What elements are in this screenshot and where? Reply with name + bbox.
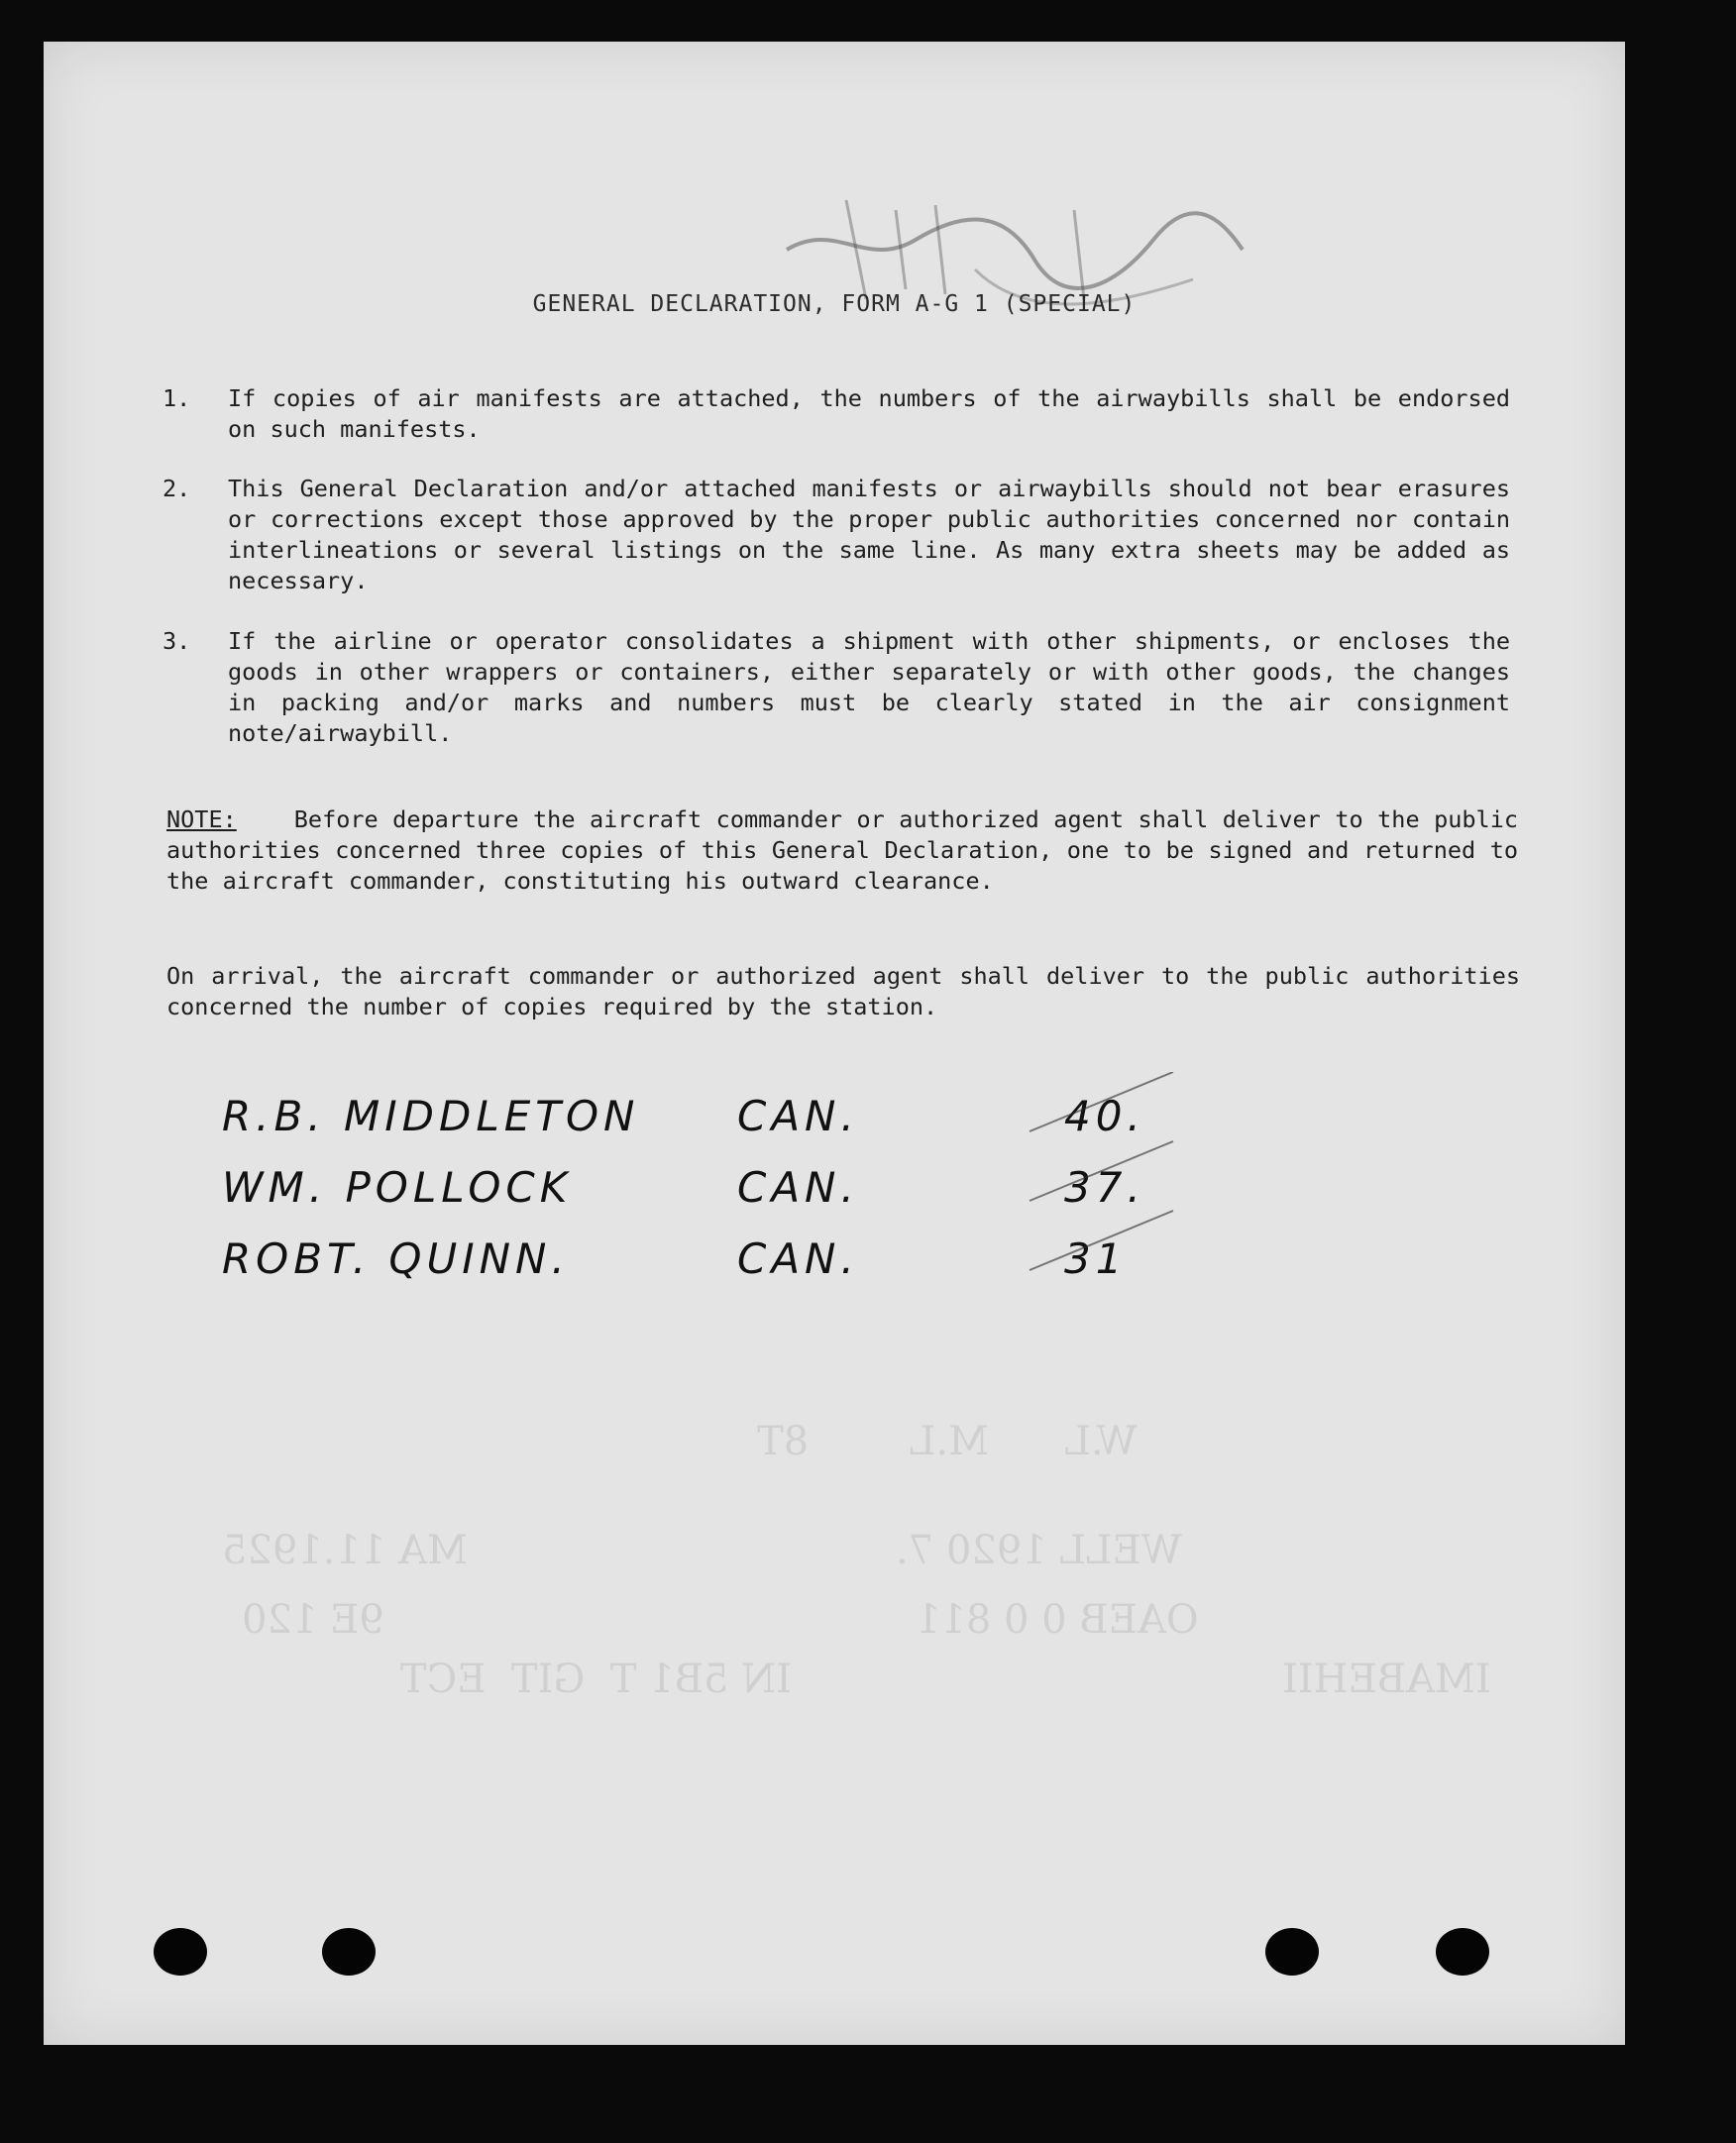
item-text: If copies of air manifests are attached, the numbers of the airwaybills shall be endorsed on such manifests. bbox=[228, 384, 1510, 443]
item-number: 1. bbox=[163, 384, 191, 412]
document-page bbox=[44, 42, 1625, 2045]
bleed-through-marks: MA 11.1925 bbox=[222, 1528, 468, 1573]
punch-hole bbox=[1265, 1928, 1319, 1976]
punch-hole bbox=[1436, 1928, 1489, 1976]
crew-age: 37. bbox=[1064, 1163, 1145, 1212]
bleed-through-marks: IN 5B1 T GIT ECT bbox=[400, 1657, 792, 1702]
note-paragraph bbox=[166, 804, 1518, 897]
bleed-through-marks: IMABEHII bbox=[1282, 1657, 1491, 1702]
bleed-through-marks: OAEB 0 0 811 bbox=[916, 1597, 1199, 1643]
item-number: 2. bbox=[163, 475, 191, 502]
instruction-item-2 bbox=[163, 474, 1510, 596]
crew-name: R.B. MIDDLETON bbox=[222, 1092, 640, 1140]
crew-nationality: CAN. bbox=[737, 1234, 859, 1283]
note-text: Before departure the aircraft commander or authorized agent shall deliver to the public authorities concerned three copies of this General Declaration, one to be signed and returned to the aircraft commander, constituting his outward clearance. bbox=[166, 805, 1518, 895]
check-marks bbox=[1025, 1072, 1243, 1310]
form-title: GENERAL DECLARATION, FORM A-G 1 (SPECIAL) bbox=[532, 291, 1137, 317]
arrival-paragraph: On arrival, the aircraft commander or authorized agent shall deliver to the public authorities concerned the number of copies required by the station. bbox=[166, 962, 1520, 1020]
crew-nationality: CAN. bbox=[737, 1163, 859, 1212]
crew-name: WM. POLLOCK bbox=[222, 1163, 573, 1212]
item-number: 3. bbox=[163, 627, 191, 655]
crew-nationality: CAN. bbox=[737, 1092, 859, 1140]
crew-age: 31 bbox=[1064, 1234, 1128, 1283]
bleed-through-marks: WELL 1920 7. bbox=[896, 1528, 1182, 1573]
item-text: If the airline or operator consolidates a shipment with other shipments, or encloses the goods in other wrappers or containers, either separately or with other goods, the changes in packing and/or marks and numbers must be clearly stated in the air consignment note/airwaybill. bbox=[228, 627, 1510, 747]
instruction-item-3 bbox=[163, 626, 1510, 749]
crew-age: 40. bbox=[1064, 1092, 1145, 1140]
note-label: NOTE: bbox=[166, 805, 237, 833]
crew-name: ROBT. QUINN. bbox=[222, 1234, 570, 1283]
punch-hole bbox=[154, 1928, 207, 1976]
bleed-through-marks: W.L M.L 8T bbox=[757, 1419, 1138, 1464]
bleed-through-marks: 9E 120 bbox=[242, 1597, 384, 1643]
item-text: This General Declaration and/or attached manifests or airwaybills should not bear erasures or corrections except those approved by the proper public authorities concerned nor contain interlineations or several listings on the same line. As many extra sheets may be added as necessary. bbox=[228, 475, 1510, 594]
instruction-item-1 bbox=[163, 383, 1510, 445]
punch-hole bbox=[322, 1928, 376, 1976]
